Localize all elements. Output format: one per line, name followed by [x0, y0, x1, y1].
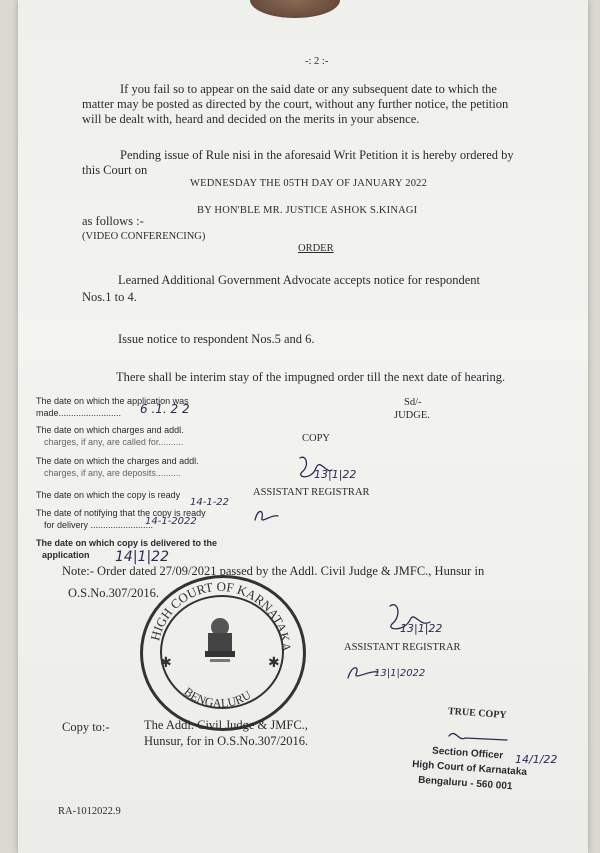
copy-to-line2: Hunsur, for in O.S.No.307/2016. — [144, 734, 309, 748]
check-c-line1: The date on which the charges and addl. — [36, 456, 199, 466]
check-c-line2: charges, if any, are deposits.......... — [44, 468, 181, 478]
as-follows: as follows :- — [82, 214, 144, 228]
sign-date-1: 13|1|22 — [314, 468, 357, 481]
section-officer-label: Section Officer — [431, 745, 504, 762]
svg-text:HIGH COURT OF KARNATAKA: HIGH COURT OF KARNATAKA — [147, 578, 295, 653]
ashoka-emblem-icon — [200, 615, 240, 673]
order-line3: Issue notice to respondent Nos.5 and 6. — [118, 332, 315, 346]
note-line2: O.S.No.307/2016. — [68, 586, 159, 600]
check-e-line1: The date of notifying that the copy is ready — [36, 508, 206, 518]
check-d-line1: The date on which the copy is ready — [36, 490, 181, 500]
reference-number: RA-1012022.9 — [58, 806, 121, 817]
check-f-value: 14|1|22 — [115, 549, 169, 565]
check-d-value: 14-1-22 — [190, 497, 230, 508]
check-a-line2: made......................... — [36, 408, 122, 418]
svg-text:✱: ✱ — [160, 656, 172, 671]
section-officer-date: 14/1/22 — [515, 753, 558, 766]
initials-1 — [252, 506, 282, 526]
check-b-line2: charges, if any, are called for.......... — [44, 437, 184, 447]
svg-text:BENGALURU: BENGALURU — [181, 684, 254, 711]
hearing-date: WEDNESDAY THE 05TH DAY OF JANUARY 2022 — [190, 178, 428, 189]
high-court-label: High Court of Karnataka — [411, 759, 528, 778]
check-e-value: 14-1-2022 — [145, 516, 197, 527]
note-line1: Note:- Order dated 27/09/2021 passed by the Addl. Civil Judge & JMFC., Hunsur in — [62, 564, 485, 578]
mode: (VIDEO CONFERENCING) — [82, 231, 206, 242]
signature-2 — [380, 598, 450, 642]
order-line4: There shall be interim stay of the impugned order till the next date of hearing. — [116, 370, 506, 384]
para2-line2: this Court on — [82, 163, 148, 177]
para2-line1: Pending issue of Rule nisi in the aforesaid Writ Petition it is hereby ordered by — [120, 148, 514, 162]
sign-date-3: 13|1|2022 — [374, 668, 426, 679]
page-number: -: 2 :- — [305, 56, 329, 67]
para1-line1: If you fail so to appear on the said date or any subsequent date to which the — [120, 82, 497, 96]
city-label: Bengaluru - 560 001 — [417, 774, 513, 793]
assistant-registrar-2: ASSISTANT REGISTRAR — [344, 642, 461, 653]
bench: BY HON'BLE MR. JUSTICE ASHOK S.KINAGI — [197, 205, 418, 216]
order-heading: ORDER — [298, 243, 334, 254]
copy-to-label: Copy to:- — [62, 720, 110, 734]
order-line2: Nos.1 to 4. — [82, 290, 137, 304]
para1-line3: will be dealt with, heard and decided on the merits in your absence. — [82, 112, 420, 126]
para1-line2: matter may be posted as directed by the court, without any further notice, the petition — [82, 97, 509, 111]
check-a-value: 6 .1. 2 2 — [140, 402, 190, 416]
assistant-registrar-1: ASSISTANT REGISTRAR — [253, 487, 370, 498]
judge-label: JUDGE. — [394, 410, 430, 421]
copy-to-line1: The Addl. Civil Judge & JMFC., — [144, 718, 308, 732]
check-a-line1: The date on which the application was — [36, 396, 189, 406]
check-f-line2: application — [42, 550, 90, 560]
check-e-line2: for delivery ......................... — [44, 520, 154, 530]
sd: Sd/- — [404, 397, 422, 408]
svg-text:✱: ✱ — [268, 656, 280, 671]
section-officer-signature — [445, 726, 515, 748]
check-f-line1: The date on which copy is delivered to the — [36, 538, 218, 548]
sign-date-2: 13|1|22 — [400, 622, 443, 635]
true-copy-stamp: TRUE COPY — [447, 705, 507, 722]
order-line1: Learned Additional Government Advocate accepts notice for respondent — [118, 273, 481, 287]
check-b-line1: The date on which charges and addl. — [36, 425, 184, 435]
copy-label: COPY — [302, 433, 331, 444]
